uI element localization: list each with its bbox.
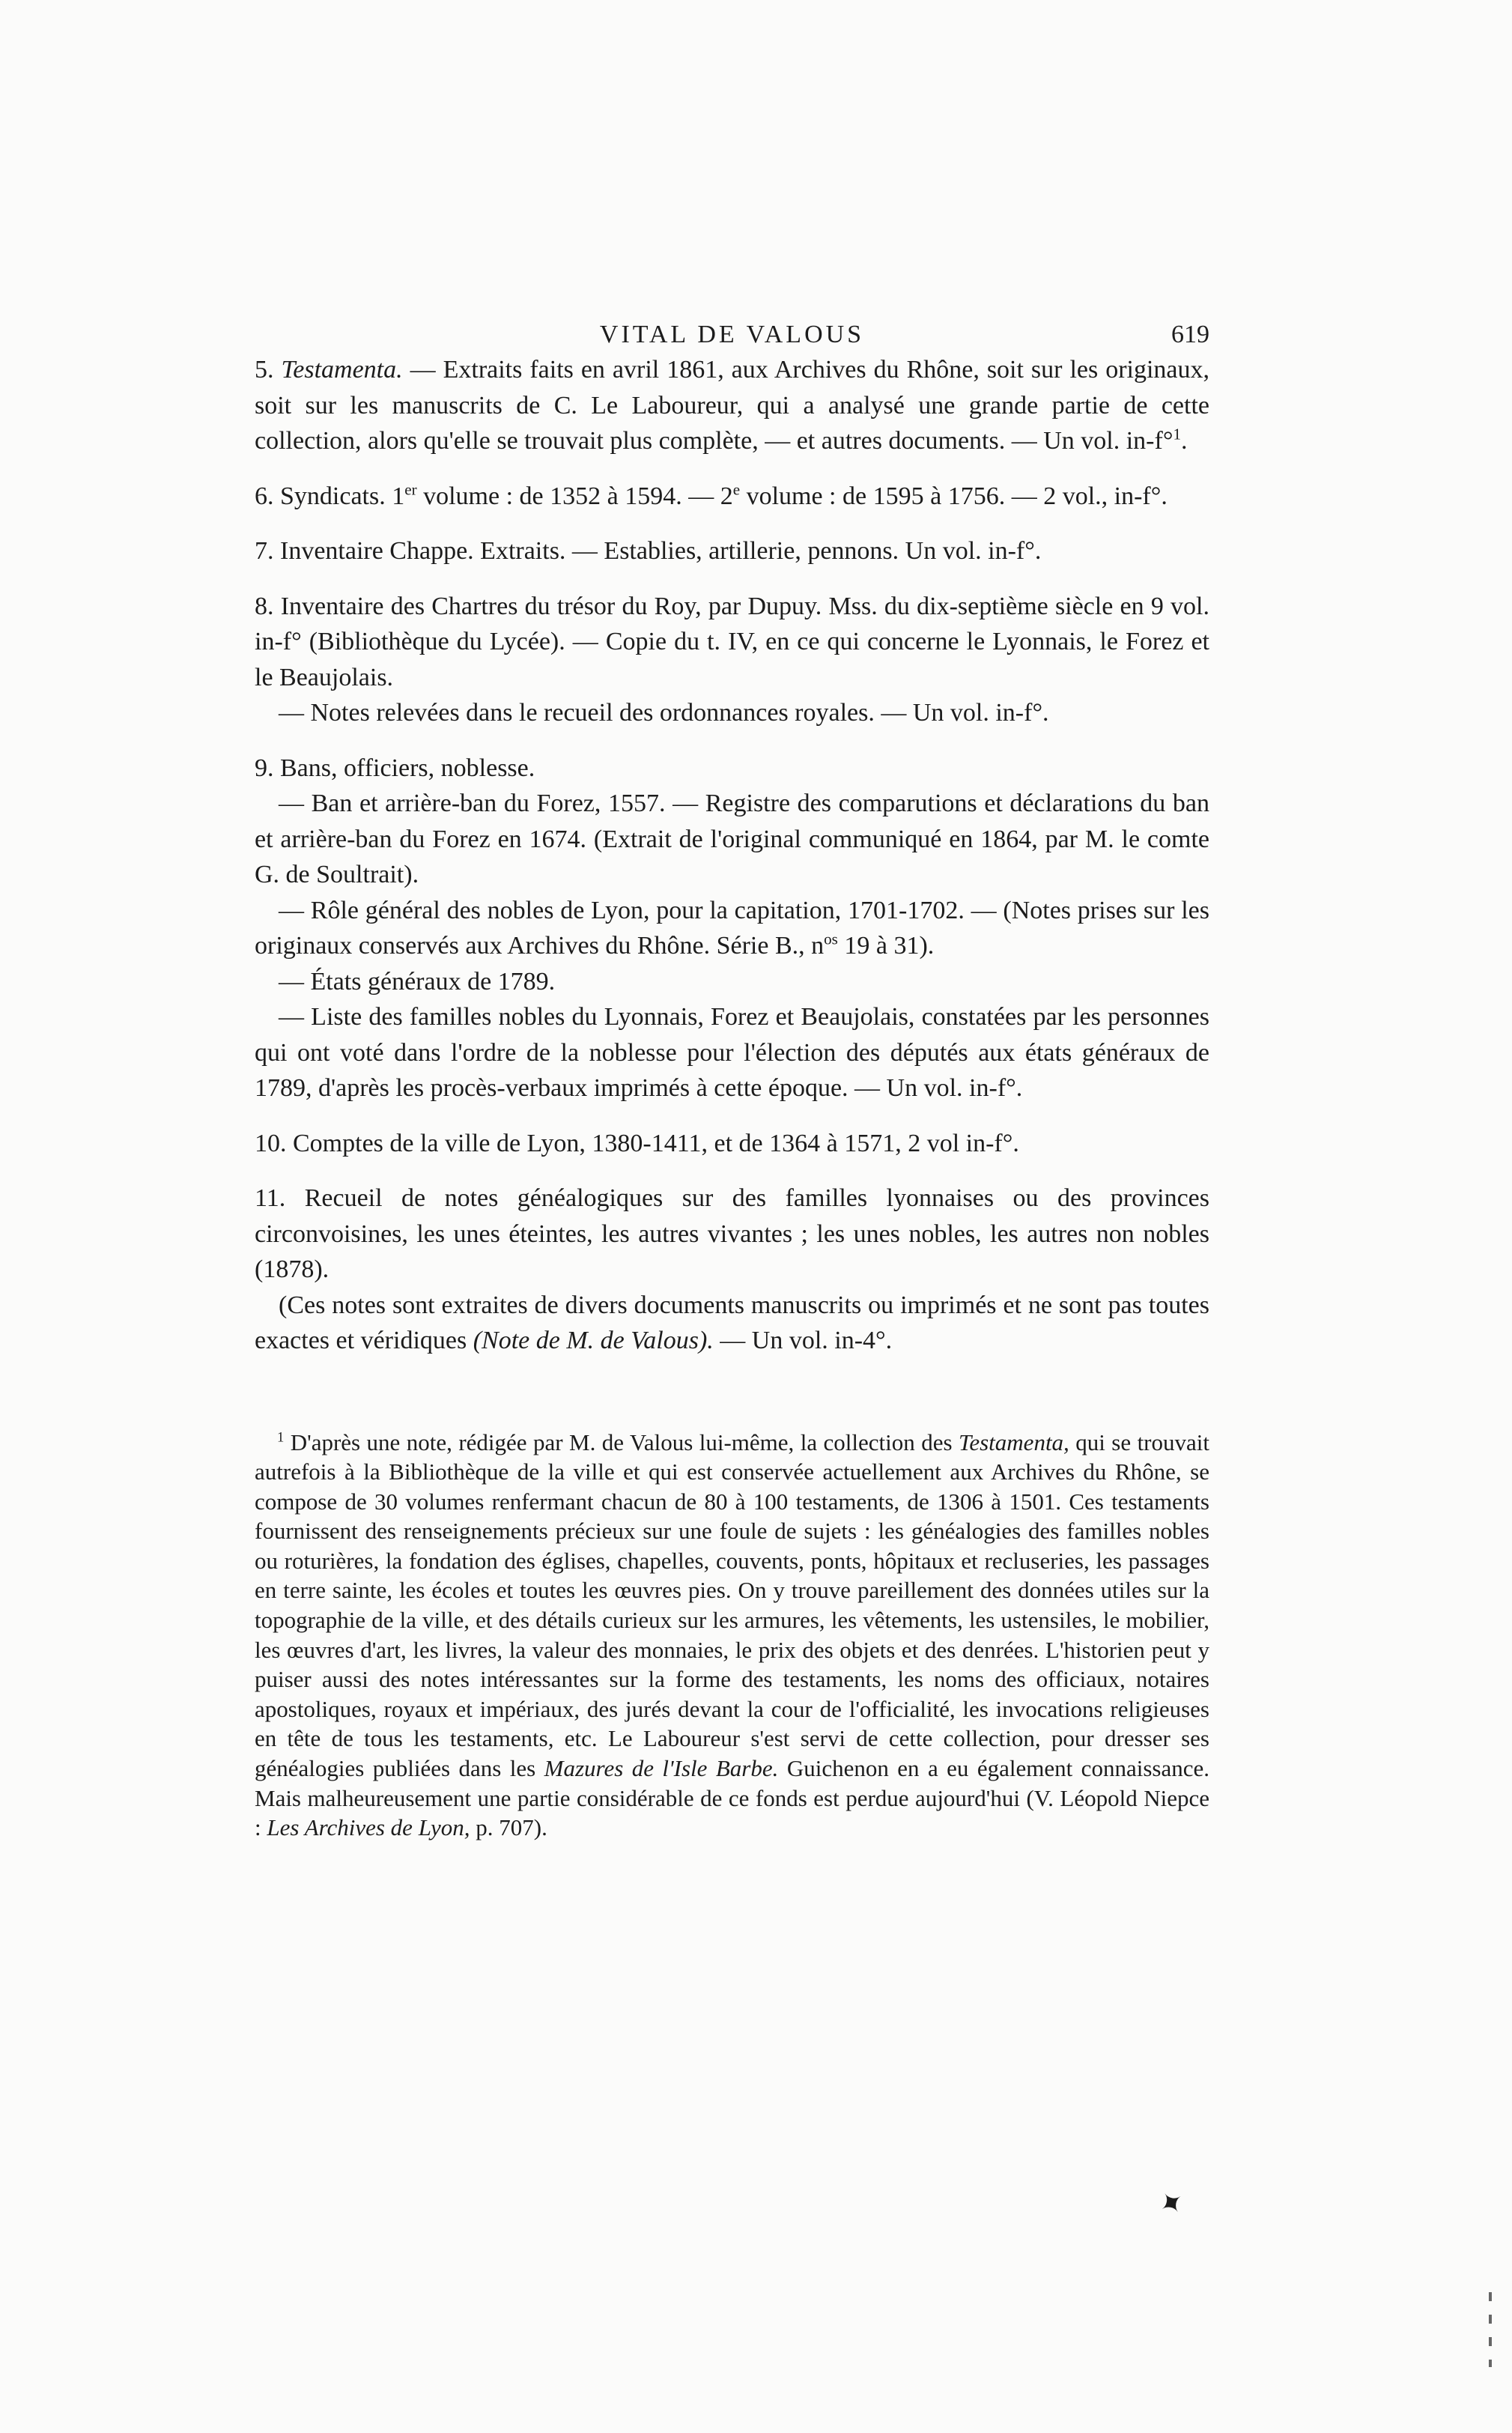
italic-text: Mazures de l'Isle Barbe. bbox=[544, 1755, 779, 1782]
main-text bbox=[255, 352, 1209, 1359]
superscript: er bbox=[404, 480, 417, 499]
entry-text: volume : de 1352 à 1594. — 2 bbox=[416, 482, 733, 510]
entry-9-sub-1: — Ban et arrière-ban du Forez, 1557. — Registre des comparutions et déclarations du ban et arrière-ban du Forez en 1674. (Extrait de l'original communiqué en 1864, par M. le comte G. de Soultrait). bbox=[255, 790, 1209, 888]
entry-8: 8. Inventaire des Chartres du trésor du Roy, par Dupuy. Mss. du dix-septième siècle en 9 vol. in-f° (Bibliothèque du Lycée). — Copie du t. IV, en ce qui concerne le Lyonnais, le Forez et le Beaujolais. bbox=[255, 592, 1209, 691]
footnote-1 bbox=[255, 1428, 1209, 1843]
entry-9-sub-3: — États généraux de 1789. bbox=[279, 967, 556, 996]
entry-5 bbox=[255, 352, 1209, 459]
page-header bbox=[255, 307, 1209, 352]
ink-mark: ✦ bbox=[1152, 2182, 1192, 2225]
entry-text: — Extraits faits en avril 1861, aux Archives du Rhône, soit sur les originaux, soit sur les manuscrits de C. Le Laboureur, qui a analysé une grande partie de cette collection, alors qu'elle se trouvait plus complète, — et autres documents. — Un vol. in-f° bbox=[255, 356, 1210, 455]
entry-text: 19 à 31). bbox=[837, 932, 935, 960]
page bbox=[255, 307, 1209, 1843]
page-number: 619 bbox=[1171, 321, 1209, 348]
entry-text: — Un vol. in-4°. bbox=[713, 1327, 893, 1354]
entry-6 bbox=[255, 479, 1209, 515]
entry-text: (Ces notes sont extraites de divers documents manuscrits ou imprimés et ne sont pas toutes exactes et véridiques bbox=[255, 1291, 1209, 1354]
entry-number: 5. bbox=[255, 356, 274, 384]
entry-title: Testamenta. bbox=[281, 356, 403, 384]
entry-11-note bbox=[255, 1288, 1209, 1359]
footnote-ref: 1 bbox=[1173, 425, 1181, 443]
footnotes bbox=[255, 1428, 1209, 1843]
entry-text: volume : de 1595 à 1756. — 2 vol., in-f°. bbox=[740, 482, 1168, 510]
footnote-text: D'après une note, rédigée par M. de Valous lui-même, la collection des bbox=[284, 1428, 959, 1455]
entry-text: — Rôle général des nobles de Lyon, pour la capitation, 1701-1702. — (Notes prises sur les originaux conservés aux Archives du Rhône. Série B., n bbox=[255, 896, 1209, 960]
entry-text: 6. Syndicats. 1 bbox=[255, 482, 405, 510]
entry-9-sub-4: — Liste des familles nobles du Lyonnais, Forez et Beaujolais, constatées par les personnes qui ont voté dans l'ordre de la noblesse pour l'élection des députés aux états généraux de 1789, d'après les procès-verbaux imprimés à cette époque. — Un vol. in-f°. bbox=[255, 1003, 1209, 1102]
entry-text-end: . bbox=[1180, 427, 1188, 455]
footnote-text: Guichenon en a eu également connaissance. Mais malheureusement une partie considérable de ce fonds est perdue aujourd'hui (V. Léopold Niepce : bbox=[255, 1755, 1209, 1841]
entry-9-sub-2 bbox=[255, 893, 1209, 964]
margin-dots bbox=[1489, 2292, 1492, 2367]
footnote-mark: 1 bbox=[277, 1429, 285, 1446]
italic-text: (Note de M. de Valous). bbox=[473, 1327, 714, 1354]
footnote-text: qui se trouvait autrefois à la Bibliothèque de la ville et qui est conservée actuellement aux Archives du Rhône, se compose de 30 volumes renfermant chacun de 80 à 100 testaments, de 1306 à 1501. Ces testaments fournissent des renseignements précieux sur une foule de sujets : les généalogies des familles nobles ou roturières, la fondation des églises, chapelles, couvents, ponts, hôpitaux et recluseries, les passages en terre sainte, les écoles et toutes les œuvres pies. On y trouve pareillement des données utiles sur la topographie de la ville, et des détails curieux sur les armures, les vêtements, les ustensiles, le mobilier, les œuvres d'art, les livres, la valeur des monnaies, le prix des objets et des denrées. L'historien peut y puiser aussi des notes intéressantes sur la forme des testaments, les noms des officiaux, notaires apostoliques, royaux et impériaux, des jurés devant la cour de l'officialité, les invocations religieuses en tête de tous les testaments, etc. Le Laboureur s'est servi de cette collection, pour dresser ses généalogies publiées dans les bbox=[255, 1428, 1209, 1782]
entry-8-sub: — Notes relevées dans le recueil des ordonnances royales. — Un vol. in-f°. bbox=[279, 699, 1049, 727]
footnote-text: p. 707). bbox=[470, 1814, 547, 1841]
running-title: VITAL DE VALOUS bbox=[599, 321, 865, 348]
italic-text: Testamenta, bbox=[958, 1428, 1069, 1455]
superscript: os bbox=[824, 930, 838, 948]
entry-7: 7. Inventaire Chappe. Extraits. — Establies, artillerie, pennons. Un vol. in-f°. bbox=[255, 537, 1042, 565]
superscript: e bbox=[732, 480, 741, 499]
entry-10: 10. Comptes de la ville de Lyon, 1380-1411, et de 1364 à 1571, 2 vol in-f°. bbox=[255, 1129, 1019, 1157]
entry-11: 11. Recueil de notes généalogiques sur des familles lyonnaises ou des provinces circonvoisines, les unes éteintes, les autres vivantes ; les unes nobles, les autres non nobles (1878). bbox=[255, 1184, 1209, 1283]
italic-text: Les Archives de Lyon, bbox=[267, 1814, 470, 1841]
entry-9: 9. Bans, officiers, noblesse. bbox=[255, 754, 535, 782]
